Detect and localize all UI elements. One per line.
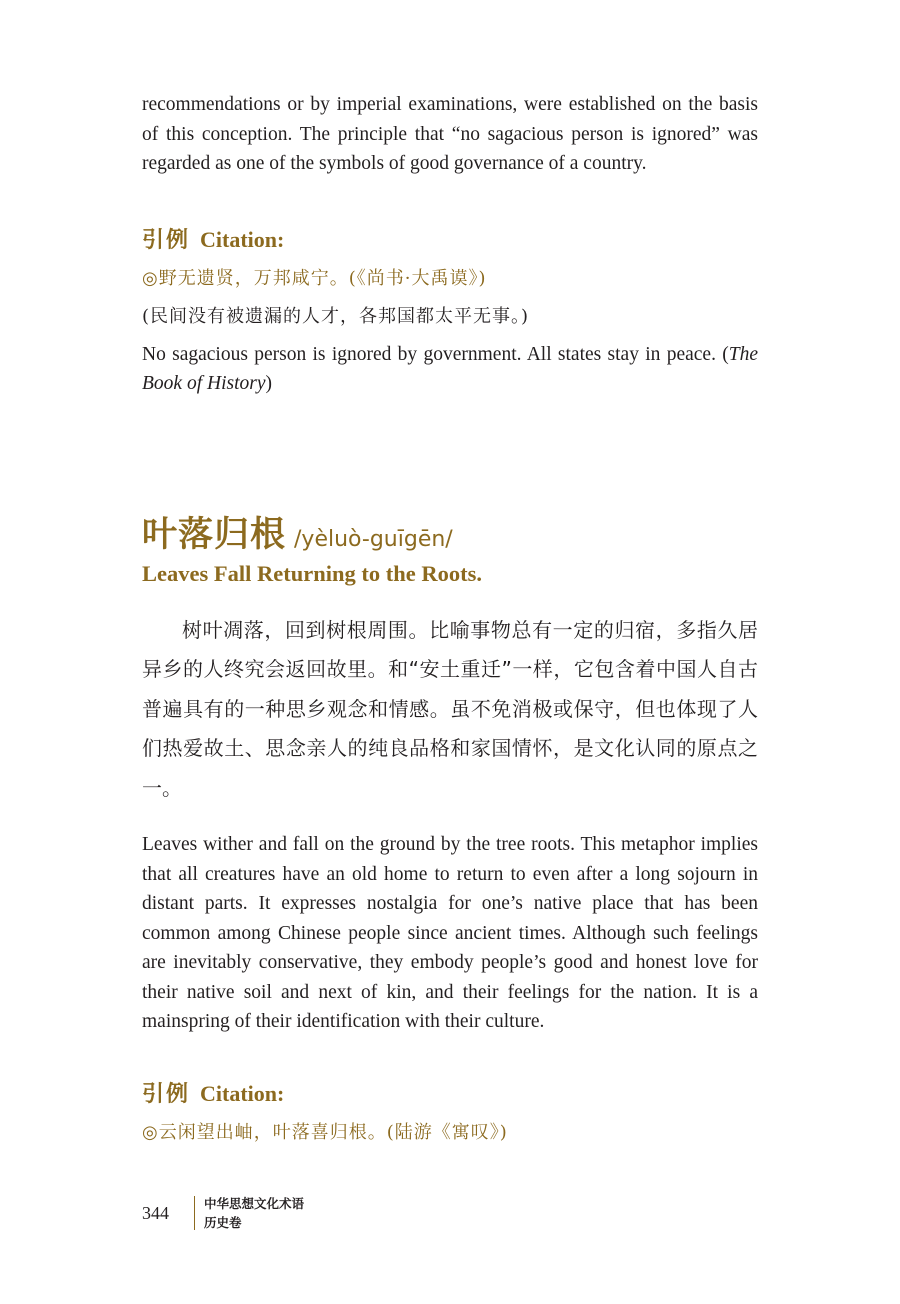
citation-heading-2 [142, 1077, 758, 1108]
definition-english: Leaves wither and fall on the ground by the tree roots. This metaphor implies that all creatures have an old home to return to even after a long sojourn in distant parts. It expresses nostalgia for one’s native place that has been common among Chinese people since ancient times. Although such feelings are inevitably conservative, they embody people’s good and honest love for their native soil and next of kin, and their feelings for the nation. It is a mainspring of their identification with their culture. [142, 834, 758, 1032]
citation-heading-2-en: Citation: [200, 1080, 285, 1106]
citation-modern-translation: (民间没有被遗漏的人才，各邦国都太平无事。) [142, 305, 530, 327]
term-chinese: 叶落归根 [142, 513, 287, 555]
footer-divider [194, 1196, 195, 1230]
continued-paragraph: recommendations or by imperial examinations, were established on the basis of this conception. The principle that “no sagacious person is ignored” was regarded as one of the symbols of good governance of a country. [142, 94, 758, 174]
term-english: Leaves Fall Returning to the Roots. [142, 560, 482, 586]
page-content [142, 90, 758, 1144]
term-header [142, 507, 758, 557]
citation-quote-zh-2: ◎云闲望出岫，叶落喜归根。(陆游《寓叹》) [142, 1121, 508, 1143]
term-pinyin: /yèluò-guīgēn/ [294, 526, 453, 552]
citation-english-text: No sagacious person is ignored by government. All states stay in peace. ( [142, 343, 729, 365]
citation-heading-2-zh: 引例 [142, 1081, 191, 1107]
page-footer [142, 1194, 304, 1232]
citation-source-title: The Book of History [142, 343, 758, 394]
citation-heading-en: Citation: [200, 226, 285, 252]
citation-english-translation [142, 340, 758, 399]
book-title [204, 1194, 304, 1232]
citation-quote-zh: ◎野无遗贤，万邦咸宁。(《尚书·大禹谟》) [142, 267, 487, 289]
citation-english-close: ) [265, 373, 272, 394]
citation-heading [142, 223, 758, 254]
page-number: 344 [142, 1202, 169, 1223]
book-title-line1: 中华思想文化术语 [204, 1196, 305, 1211]
definition-chinese: 树叶凋落，回到树根周围。比喻事物总有一定的归宿，多指久居异乡的人终究会返回故里。和“安土重迁”一样，它包含着中国人自古普遍具有的一种思乡观念和情感。虽不免消极或保守，但也体现了人们热爱故土、思念亲人的纯良品格和家国情怀，是文化认同的原点之一。 [142, 617, 758, 800]
citation-heading-zh: 引例 [142, 227, 191, 253]
book-title-line2: 历史卷 [204, 1215, 242, 1230]
